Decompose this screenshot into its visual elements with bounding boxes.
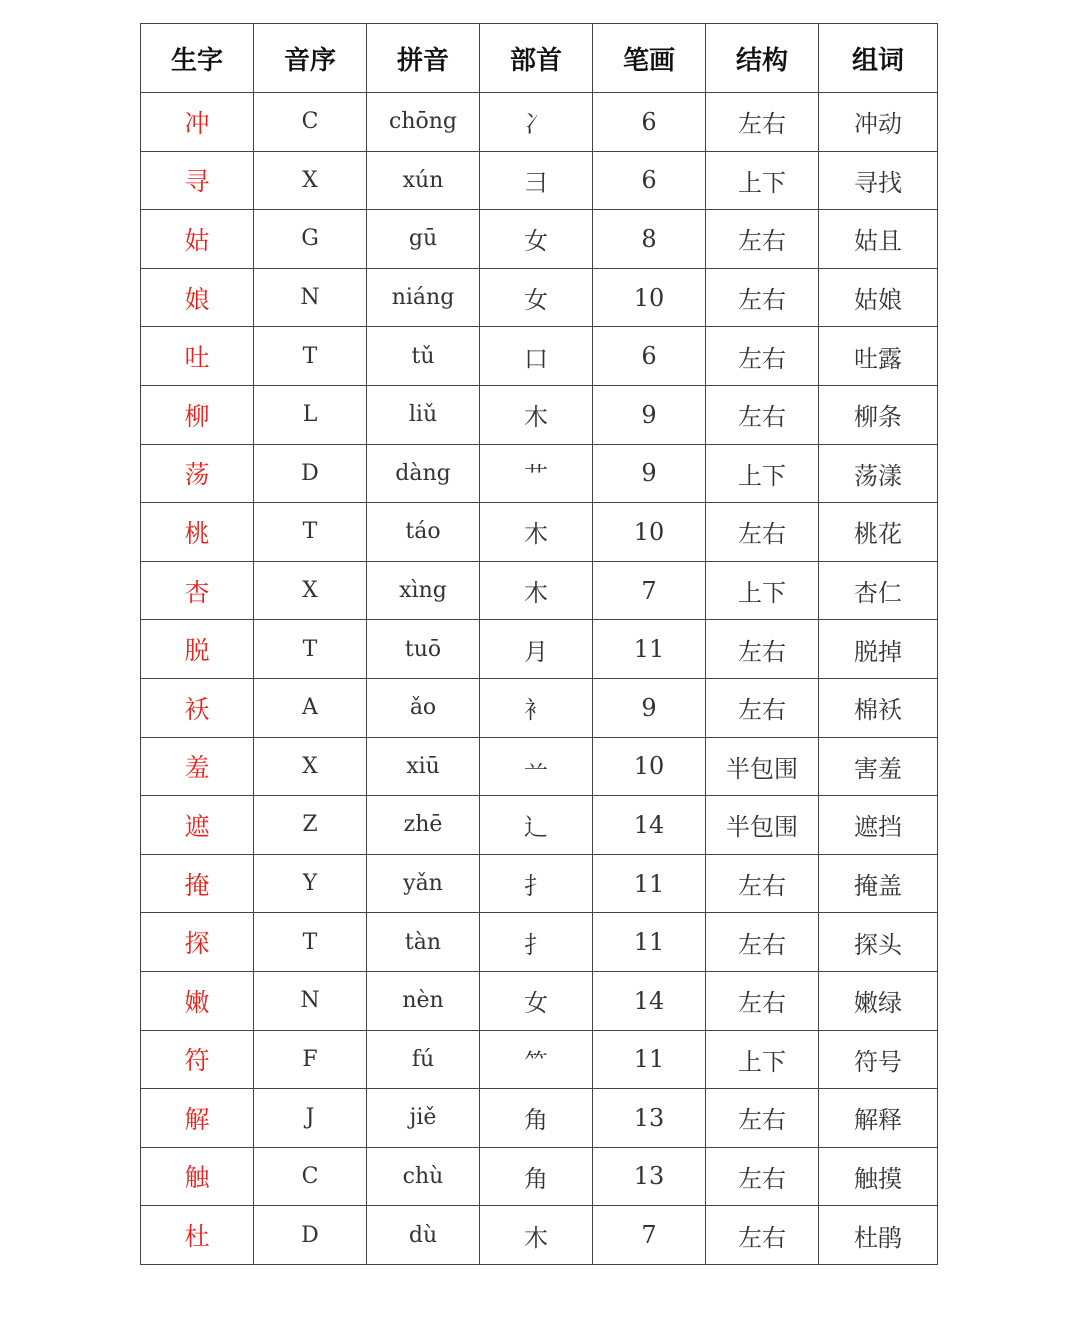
cell-radical: 木 (480, 503, 593, 562)
cell-pinyin: gū (367, 210, 480, 269)
cell-initial: X (254, 151, 367, 210)
header-radical: 部首 (480, 24, 593, 93)
cell-strokes: 11 (593, 913, 706, 972)
cell-initial: T (254, 913, 367, 972)
cell-radical: 角 (480, 1147, 593, 1206)
cell-character: 掩 (141, 854, 254, 913)
cell-pinyin: chōng (367, 93, 480, 152)
cell-strokes: 11 (593, 620, 706, 679)
vocabulary-table (140, 23, 938, 1265)
cell-pinyin: liǔ (367, 385, 480, 444)
table-row (141, 503, 938, 562)
cell-structure: 左右 (706, 1206, 819, 1265)
cell-initial: Z (254, 796, 367, 855)
cell-strokes: 9 (593, 444, 706, 503)
cell-pinyin: xiū (367, 737, 480, 796)
table-row (141, 1030, 938, 1089)
cell-word: 掩盖 (819, 854, 938, 913)
cell-strokes: 10 (593, 503, 706, 562)
cell-radical: 木 (480, 1206, 593, 1265)
cell-initial: A (254, 678, 367, 737)
cell-radical: 月 (480, 620, 593, 679)
cell-word: 荡漾 (819, 444, 938, 503)
cell-character: 探 (141, 913, 254, 972)
cell-pinyin: dù (367, 1206, 480, 1265)
cell-character: 羞 (141, 737, 254, 796)
cell-radical: 口 (480, 327, 593, 386)
cell-structure: 上下 (706, 1030, 819, 1089)
cell-character: 荡 (141, 444, 254, 503)
table-row (141, 93, 938, 152)
cell-strokes: 14 (593, 971, 706, 1030)
cell-strokes: 6 (593, 327, 706, 386)
cell-initial: F (254, 1030, 367, 1089)
cell-initial: C (254, 1147, 367, 1206)
cell-radical: ⺮ (480, 1030, 593, 1089)
cell-strokes: 6 (593, 93, 706, 152)
table-row (141, 210, 938, 269)
cell-strokes: 9 (593, 385, 706, 444)
cell-character: 娘 (141, 268, 254, 327)
cell-structure: 左右 (706, 971, 819, 1030)
cell-word: 姑且 (819, 210, 938, 269)
cell-character: 寻 (141, 151, 254, 210)
cell-character: 脱 (141, 620, 254, 679)
cell-character: 遮 (141, 796, 254, 855)
cell-pinyin: ǎo (367, 678, 480, 737)
table-row (141, 1206, 938, 1265)
cell-radical: 艹 (480, 444, 593, 503)
table-row (141, 913, 938, 972)
table-row (141, 737, 938, 796)
cell-word: 害羞 (819, 737, 938, 796)
cell-strokes: 14 (593, 796, 706, 855)
cell-strokes: 13 (593, 1147, 706, 1206)
cell-radical: 衤 (480, 678, 593, 737)
cell-pinyin: zhē (367, 796, 480, 855)
cell-structure: 左右 (706, 913, 819, 972)
cell-character: 桃 (141, 503, 254, 562)
cell-pinyin: tǔ (367, 327, 480, 386)
cell-structure: 左右 (706, 385, 819, 444)
cell-initial: D (254, 1206, 367, 1265)
cell-strokes: 7 (593, 561, 706, 620)
cell-radical: 木 (480, 385, 593, 444)
cell-word: 符号 (819, 1030, 938, 1089)
cell-word: 桃花 (819, 503, 938, 562)
cell-structure: 左右 (706, 503, 819, 562)
cell-initial: Y (254, 854, 367, 913)
table-row (141, 854, 938, 913)
cell-strokes: 11 (593, 1030, 706, 1089)
cell-pinyin: yǎn (367, 854, 480, 913)
cell-structure: 上下 (706, 151, 819, 210)
cell-word: 姑娘 (819, 268, 938, 327)
cell-strokes: 9 (593, 678, 706, 737)
cell-structure: 左右 (706, 1147, 819, 1206)
cell-character: 解 (141, 1089, 254, 1148)
cell-radical: 女 (480, 268, 593, 327)
cell-character: 冲 (141, 93, 254, 152)
header-strokes: 笔画 (593, 24, 706, 93)
cell-radical: 扌 (480, 854, 593, 913)
table-row (141, 444, 938, 503)
table-row (141, 151, 938, 210)
header-structure: 结构 (706, 24, 819, 93)
cell-structure: 左右 (706, 854, 819, 913)
cell-structure: 左右 (706, 1089, 819, 1148)
cell-structure: 半包围 (706, 796, 819, 855)
cell-initial: T (254, 620, 367, 679)
cell-character: 柳 (141, 385, 254, 444)
cell-structure: 左右 (706, 620, 819, 679)
cell-structure: 左右 (706, 678, 819, 737)
cell-initial: C (254, 93, 367, 152)
cell-pinyin: táo (367, 503, 480, 562)
table-row (141, 268, 938, 327)
cell-initial: J (254, 1089, 367, 1148)
table-row (141, 327, 938, 386)
cell-structure: 半包围 (706, 737, 819, 796)
cell-strokes: 13 (593, 1089, 706, 1148)
cell-strokes: 7 (593, 1206, 706, 1265)
cell-initial: T (254, 327, 367, 386)
cell-initial: X (254, 737, 367, 796)
cell-word: 杜鹃 (819, 1206, 938, 1265)
cell-radical: 扌 (480, 913, 593, 972)
cell-pinyin: jiě (367, 1089, 480, 1148)
cell-character: 袄 (141, 678, 254, 737)
cell-initial: G (254, 210, 367, 269)
cell-structure: 左右 (706, 210, 819, 269)
table-row (141, 385, 938, 444)
cell-structure: 上下 (706, 561, 819, 620)
cell-radical: 冫 (480, 93, 593, 152)
cell-initial: X (254, 561, 367, 620)
header-character: 生字 (141, 24, 254, 93)
cell-pinyin: xìng (367, 561, 480, 620)
table-row (141, 620, 938, 679)
cell-initial: N (254, 971, 367, 1030)
cell-radical: 䒑 (480, 737, 593, 796)
cell-initial: D (254, 444, 367, 503)
cell-pinyin: tuō (367, 620, 480, 679)
cell-word: 嫩绿 (819, 971, 938, 1030)
cell-character: 杏 (141, 561, 254, 620)
cell-radical: 女 (480, 971, 593, 1030)
cell-initial: N (254, 268, 367, 327)
cell-pinyin: fú (367, 1030, 480, 1089)
cell-word: 杏仁 (819, 561, 938, 620)
cell-initial: T (254, 503, 367, 562)
cell-character: 吐 (141, 327, 254, 386)
cell-strokes: 8 (593, 210, 706, 269)
table-row (141, 561, 938, 620)
header-pinyin: 拼音 (367, 24, 480, 93)
table-row (141, 1147, 938, 1206)
cell-pinyin: dàng (367, 444, 480, 503)
header-initial: 音序 (254, 24, 367, 93)
cell-word: 柳条 (819, 385, 938, 444)
cell-character: 触 (141, 1147, 254, 1206)
cell-word: 寻找 (819, 151, 938, 210)
header-row (141, 24, 938, 93)
cell-word: 棉袄 (819, 678, 938, 737)
cell-structure: 左右 (706, 268, 819, 327)
cell-character: 符 (141, 1030, 254, 1089)
cell-initial: L (254, 385, 367, 444)
cell-radical: 女 (480, 210, 593, 269)
cell-strokes: 10 (593, 737, 706, 796)
cell-strokes: 10 (593, 268, 706, 327)
cell-radical: 辶 (480, 796, 593, 855)
cell-pinyin: nèn (367, 971, 480, 1030)
table-row (141, 796, 938, 855)
cell-word: 遮挡 (819, 796, 938, 855)
cell-word: 脱掉 (819, 620, 938, 679)
cell-structure: 左右 (706, 93, 819, 152)
cell-character: 嫩 (141, 971, 254, 1030)
table-row (141, 1089, 938, 1148)
table-row (141, 971, 938, 1030)
header-word: 组词 (819, 24, 938, 93)
cell-pinyin: chù (367, 1147, 480, 1206)
cell-word: 触摸 (819, 1147, 938, 1206)
cell-word: 吐露 (819, 327, 938, 386)
cell-strokes: 11 (593, 854, 706, 913)
table-header (141, 24, 938, 93)
vocabulary-table-container (140, 23, 937, 1265)
cell-structure: 上下 (706, 444, 819, 503)
cell-radical: 彐 (480, 151, 593, 210)
cell-radical: 木 (480, 561, 593, 620)
cell-radical: 角 (480, 1089, 593, 1148)
cell-character: 姑 (141, 210, 254, 269)
cell-word: 解释 (819, 1089, 938, 1148)
cell-word: 探头 (819, 913, 938, 972)
cell-pinyin: niáng (367, 268, 480, 327)
cell-word: 冲动 (819, 93, 938, 152)
cell-structure: 左右 (706, 327, 819, 386)
cell-strokes: 6 (593, 151, 706, 210)
cell-pinyin: tàn (367, 913, 480, 972)
table-body (141, 93, 938, 1265)
cell-pinyin: xún (367, 151, 480, 210)
cell-character: 杜 (141, 1206, 254, 1265)
table-row (141, 678, 938, 737)
